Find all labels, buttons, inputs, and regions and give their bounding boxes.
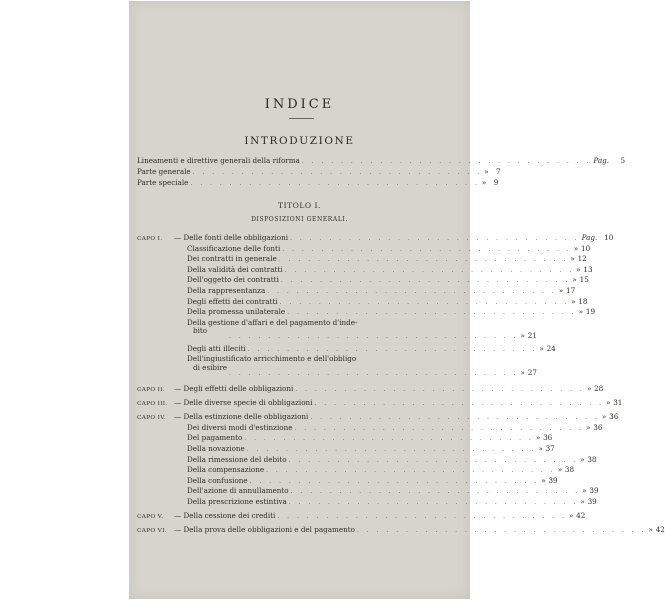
entry-label: — Degli effetti delle obbligazioni: [174, 384, 294, 394]
entry-label: Parte speciale: [137, 178, 189, 187]
sub-entry-row: [187, 286, 576, 296]
dot-leader: . . . . . . . . . . . . . . . . . . . . . . . . . . . . . .: [294, 424, 585, 432]
sub-entry-row: [187, 454, 597, 465]
entry-label: Della confusione: [187, 475, 248, 485]
ditto-mark: »: [582, 486, 587, 496]
page-number: 13: [583, 264, 593, 274]
capo-label: CAPO III.: [137, 401, 168, 408]
page-ref: [539, 344, 555, 354]
ditto-mark: »: [557, 465, 563, 475]
dot-leader: . . . . . . . . . . . . . . . . . . . . . . . . . . . . . .: [301, 158, 592, 165]
dot-leader: . . . . . . . . . . . . . . . . . . . . . . . . . . . . . .: [267, 288, 557, 295]
ditto-mark: »: [484, 167, 489, 176]
capo-label: CAPO V.: [137, 514, 164, 521]
page-number: 36: [609, 412, 619, 422]
dot-leader: . . . . . . . . . . . . . . . . . . . . . . . . . . . . . .: [192, 169, 483, 176]
entry-label: — Delle fonti delle obbligazioni: [174, 233, 289, 242]
entry-label: Dell'oggetto dei contratti: [187, 275, 279, 285]
ditto-mark: »: [605, 398, 611, 408]
page-number: 39: [548, 475, 558, 485]
ditto-mark: »: [538, 444, 543, 454]
dot-leader: . . . . . . . . . . . . . . . . . . . . . . . . . . . . . .: [314, 400, 604, 408]
titolo-subheading: DISPOSIZIONI GENERALI.: [251, 216, 348, 223]
page-number: 15: [579, 275, 589, 285]
page-ref: [484, 167, 500, 177]
dot-leader: . . . . . . . . . . . . . . . . . . . . . . . . . . . . . .: [310, 414, 600, 422]
dot-leader: . . . . . . . . . . . . . . . . . . . . . . . . . . . . . .: [295, 386, 585, 394]
ditto-mark: »: [573, 243, 579, 253]
entry-label: — Della prova delle obbligazioni e del pagamento: [174, 525, 355, 535]
entry-label: Della rappresentanza: [187, 286, 266, 295]
page-number: 10: [581, 243, 591, 253]
page-ref: [559, 286, 575, 296]
dot-leader: . . . . . . . . . . . . . . . . . . . . . . . . . . . . . .: [280, 277, 571, 285]
ditto-mark: »: [520, 367, 525, 377]
entry-continuation: di esibire: [193, 363, 228, 373]
entry-label: — Della estinzione delle obbligazioni: [174, 412, 309, 422]
pag-abbrev: Pag.: [581, 233, 598, 242]
page-ref: [602, 412, 618, 422]
page-number: 31: [613, 398, 623, 408]
chapter-row: [137, 525, 665, 535]
capo-label: CAPO I.: [137, 236, 163, 242]
dot-leader: . . . . . . . . . . . . . . . . . . . . . . . . . . . . . .: [246, 446, 537, 454]
page-ref: [570, 254, 586, 264]
entry-continuation: bito: [193, 326, 208, 336]
ditto-mark: »: [541, 475, 546, 485]
page-ref: [582, 486, 598, 496]
ditto-mark: »: [520, 331, 525, 341]
page-number: 27: [527, 367, 537, 377]
page-ref: [572, 275, 588, 285]
titolo-heading: TITOLO I.: [278, 201, 321, 210]
ditto-mark: »: [558, 286, 564, 295]
page-ref: [571, 297, 587, 307]
dot-leader: . . . . . . . . . . . . . . . . . . . . . . . . . . . . . .: [356, 527, 647, 535]
ditto-mark: »: [578, 307, 584, 317]
entry-label: Della rimessione del debito: [187, 454, 287, 464]
sub-entry-row: [187, 444, 555, 454]
dot-leader: . . . . . . . . . . . . . . . . . . . . . . . . . . . . . .: [290, 235, 580, 242]
index-title: INDICE: [264, 97, 335, 112]
sub-entry-row: [187, 264, 593, 275]
page-number: 37: [545, 444, 555, 454]
intro-row: [137, 178, 499, 188]
page-ref: [558, 465, 574, 475]
page-number: 38: [564, 465, 575, 475]
ditto-mark: »: [586, 422, 591, 432]
page-number: 21: [527, 331, 537, 341]
capo-label: CAPO VI.: [137, 528, 167, 535]
page-ref: [538, 444, 554, 454]
sub-entry-row: [187, 343, 556, 354]
chapter-row: [137, 398, 623, 408]
sub-entry-row: [187, 465, 575, 475]
page-ref: [580, 455, 596, 465]
capo-label: CAPO II.: [137, 387, 165, 394]
entry-label: Della validità dei contratti: [187, 264, 283, 274]
entry-label: — Della cessione dei crediti: [174, 511, 276, 521]
entry-label: Della compensazione: [187, 465, 265, 475]
dot-leader: . . . . . . . . . . . . . . . . . . . . . . . . . . . . . .: [288, 456, 579, 464]
dot-leader: . . . . . . . . . . . . . . . . . . . . . . . . . . . . . .: [229, 369, 519, 377]
dot-leader: . . . . . . . . . . . . . . . . . . . . . . . . . . . . . .: [288, 499, 579, 507]
page-ref: [482, 178, 498, 188]
sub-entry-row: [187, 497, 597, 507]
dot-leader: . . . . . . . . . . . . . . . . . . . . . . . . . . . . . .: [284, 266, 575, 274]
dot-leader: . . . . . . . . . . . . . . . . . . . . . . . . . . . . . .: [249, 477, 540, 485]
title-divider: [289, 118, 314, 119]
page-ref: [536, 433, 552, 443]
entry-label: Della prescrizione estintiva: [187, 497, 287, 507]
page-ref: [569, 511, 585, 521]
ditto-mark: »: [586, 384, 592, 394]
page-ref: [606, 398, 622, 408]
dot-leader: . . . . . . . . . . . . . . . . . . . . . . . . . . . . . .: [282, 245, 572, 253]
ditto-mark: »: [648, 525, 653, 535]
page-ref: [593, 156, 625, 166]
entry-label: Dell'azione di annullamento: [187, 486, 289, 496]
page-number: 17: [566, 286, 576, 295]
page-ref: [648, 525, 664, 535]
dot-leader: . . . . . . . . . . . . . . . . . . . . . . . . . . . . . .: [279, 298, 570, 306]
page-ref: [576, 265, 592, 275]
sub-entry-row: [187, 422, 603, 433]
pag-abbrev: Pag.: [593, 156, 610, 165]
chapter-row: [137, 384, 604, 394]
entry-label: Dei contratti in generale: [187, 254, 277, 264]
page-ref: [586, 423, 602, 433]
page-number: 42: [655, 525, 665, 535]
ditto-mark: »: [572, 275, 577, 285]
sub-entry-row: [187, 296, 588, 307]
dot-leader: . . . . . . . . . . . . . . . . . . . . . . . . . . . . . .: [278, 256, 569, 264]
page-ref: [541, 476, 557, 486]
page-ref: [582, 233, 614, 243]
dot-leader: . . . . . . . . . . . . . . . . . . . . . . . . . . . . . .: [287, 309, 577, 317]
page-number: 9: [493, 178, 499, 187]
ditto-mark: »: [580, 497, 585, 507]
dot-leader: . . . . . . . . . . . . . . . . . . . . . . . . . . . . . .: [244, 435, 534, 443]
entry-label: — Delle diverse specie di obbligazioni: [174, 398, 313, 408]
entry-label-line: Della gestione d'affari e del pagamento d'inde-: [187, 317, 358, 327]
dot-leader: . . . . . . . . . . . . . . . . . . . . . . . . . . . . . .: [247, 345, 538, 353]
entry-label-line: Dell'ingiustificato arricchimento e dell'obbligo: [187, 354, 357, 364]
page-number: 28: [594, 384, 604, 394]
page-number: 10: [604, 233, 614, 242]
entry-label: Della novazione: [187, 444, 245, 454]
page-number: 39: [589, 486, 599, 496]
intro-row: [137, 167, 501, 177]
page-number: 24: [546, 343, 556, 353]
sub-entry-row: [187, 243, 591, 254]
sub-entry-row: [187, 275, 589, 285]
page-ref: [521, 368, 537, 378]
sub-entry-page-row: [227, 331, 537, 341]
sub-entry-row: [187, 486, 599, 496]
page-ref: [580, 497, 596, 507]
page-number: 36: [543, 433, 553, 443]
dot-leader: . . . . . . . . . . . . . . . . . . . . . . . . . . . . . .: [290, 488, 581, 496]
intro-row: [137, 156, 626, 166]
dot-leader: . . . . . . . . . . . . . . . . . . . . . . . . . . . . . .: [277, 513, 567, 521]
capo-label: CAPO IV.: [137, 415, 166, 422]
chapter-row: [137, 412, 619, 422]
ditto-mark: »: [601, 412, 607, 422]
sub-entry-row: [187, 254, 587, 264]
ditto-mark: »: [568, 511, 574, 521]
page-ref: [587, 384, 603, 394]
page-number: 12: [577, 254, 587, 264]
book-page: [129, 1, 665, 599]
page-number: 38: [587, 454, 597, 464]
page-number: 5: [620, 156, 626, 165]
entry-label: Lineamenti e direttive generali della riforma: [137, 156, 300, 165]
page-ref: [521, 331, 537, 341]
page-number: 42: [576, 511, 586, 521]
ditto-mark: »: [580, 454, 585, 464]
dot-leader: . . . . . . . . . . . . . . . . . . . . . . . . . . . . . .: [229, 333, 519, 341]
page-number: 36: [593, 422, 603, 432]
chapter-row: [137, 511, 586, 521]
entry-label: Classificazione delle fonti: [187, 243, 281, 253]
ditto-mark: »: [570, 254, 575, 264]
sub-entry-page-row: [227, 367, 537, 378]
chapter-row: [137, 233, 614, 243]
ditto-mark: »: [535, 433, 541, 443]
sub-entry-row: [187, 475, 558, 486]
dot-leader: . . . . . . . . . . . . . . . . . . . . . . . . . . . . . .: [266, 467, 556, 475]
introduction-heading: INTRODUZIONE: [244, 135, 355, 147]
entry-label: Parte generale: [137, 167, 191, 176]
page-number: 7: [496, 167, 501, 176]
sub-entry-row: [187, 307, 596, 317]
page-ref: [579, 307, 595, 317]
entry-label: Della promessa unilaterale: [187, 307, 286, 317]
sub-entry-row: [187, 433, 553, 443]
ditto-mark: »: [571, 296, 576, 306]
entry-label: Degli atti illeciti: [187, 343, 246, 353]
page-number: 19: [585, 307, 596, 317]
page-number: 18: [578, 296, 588, 306]
ditto-mark: »: [481, 178, 487, 187]
ditto-mark: »: [539, 343, 544, 353]
page-ref: [574, 244, 590, 254]
entry-label: Degli effetti dei contratti: [187, 296, 278, 306]
page-number: 39: [587, 497, 597, 507]
entry-label: Del pagamento: [187, 433, 243, 443]
ditto-mark: »: [576, 264, 581, 274]
dot-leader: . . . . . . . . . . . . . . . . . . . . . . . . . . . . . .: [190, 180, 480, 187]
entry-label: Dei diversi modi d'estinzione: [187, 422, 293, 432]
